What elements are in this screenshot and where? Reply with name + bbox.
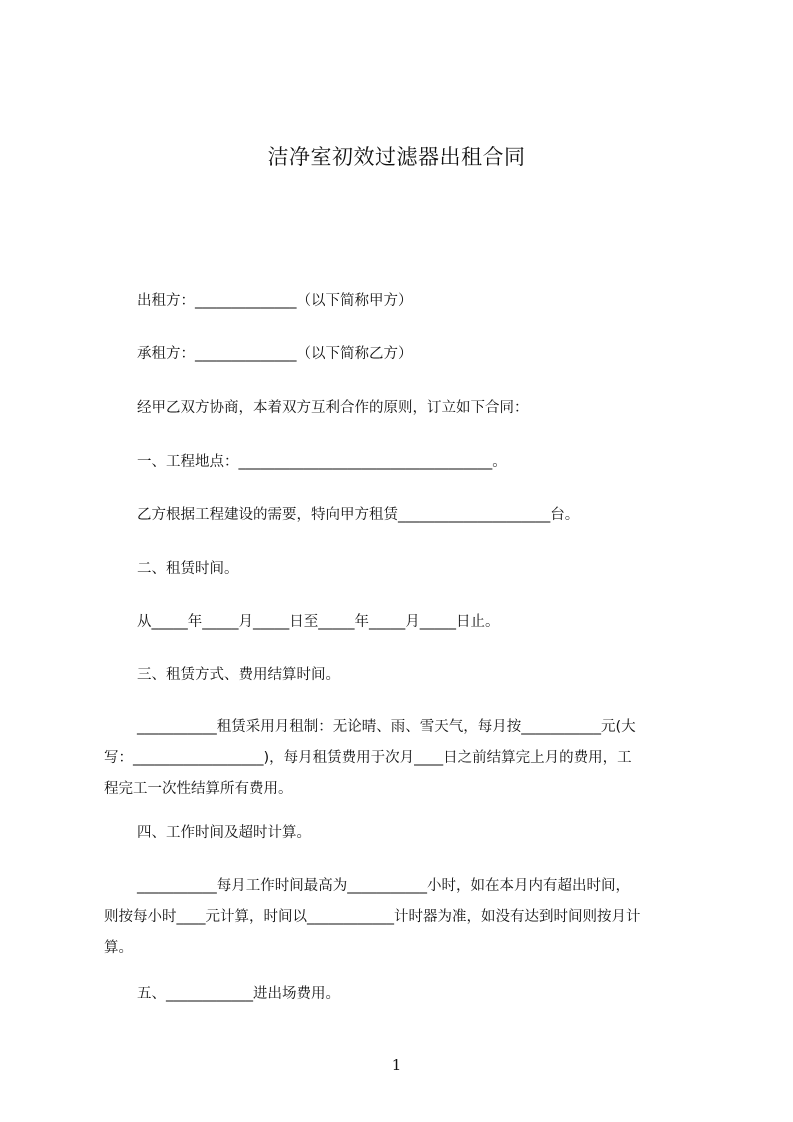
section-3-body-line-3: 程完工一次性结算所有费用。 [104, 781, 293, 797]
section-3-body [104, 712, 704, 805]
intro-line: 经甲乙双方协商，本着双方互利合作的原则，订立如下合同： [137, 400, 529, 416]
section-3-heading: 三、租赁方式、费用结算时间。 [137, 667, 340, 683]
section-4-body [104, 871, 704, 964]
section-3-body-line-1: ___________租赁采用月租制：无论晴、雨、雪天气，每月按___________元(大 [137, 719, 636, 735]
section-4-body-line-1: ___________每月工作时间最高为___________小时，如在本月内有超出时间， [137, 878, 630, 894]
lessor-line: 出租方：______________（以下简称甲方） [137, 293, 413, 309]
section-4-heading: 四、工作时间及超时计算。 [137, 825, 311, 841]
section-4-body-line-3: 算。 [104, 940, 133, 956]
section-5-heading: 五、____________进出场费用。 [137, 986, 340, 1002]
section-4-body-line-2: 则按每小时____元计算，时间以____________计时器为准，如没有达到时间则按月计 [104, 909, 641, 925]
page-number: 1 [391, 1056, 402, 1074]
lessee-line: 承租方：______________（以下简称乙方） [137, 346, 413, 362]
section-2-body: 从_____年_____月_____日至_____年_____月_____日止。 [137, 614, 500, 630]
document-title: 洁净室初效过滤器出租合同 [267, 145, 526, 169]
section-1-heading: 一、工程地点：___________________________________。 [137, 454, 507, 470]
section-3-body-line-2: 写：__________________)，每月租赁费用于次月____日之前结算完上月的费用，工 [104, 750, 632, 766]
section-1-body: 乙方根据工程建设的需要，特向甲方租赁_____________________台。 [137, 507, 580, 523]
section-2-heading: 二、租赁时间。 [137, 561, 239, 577]
